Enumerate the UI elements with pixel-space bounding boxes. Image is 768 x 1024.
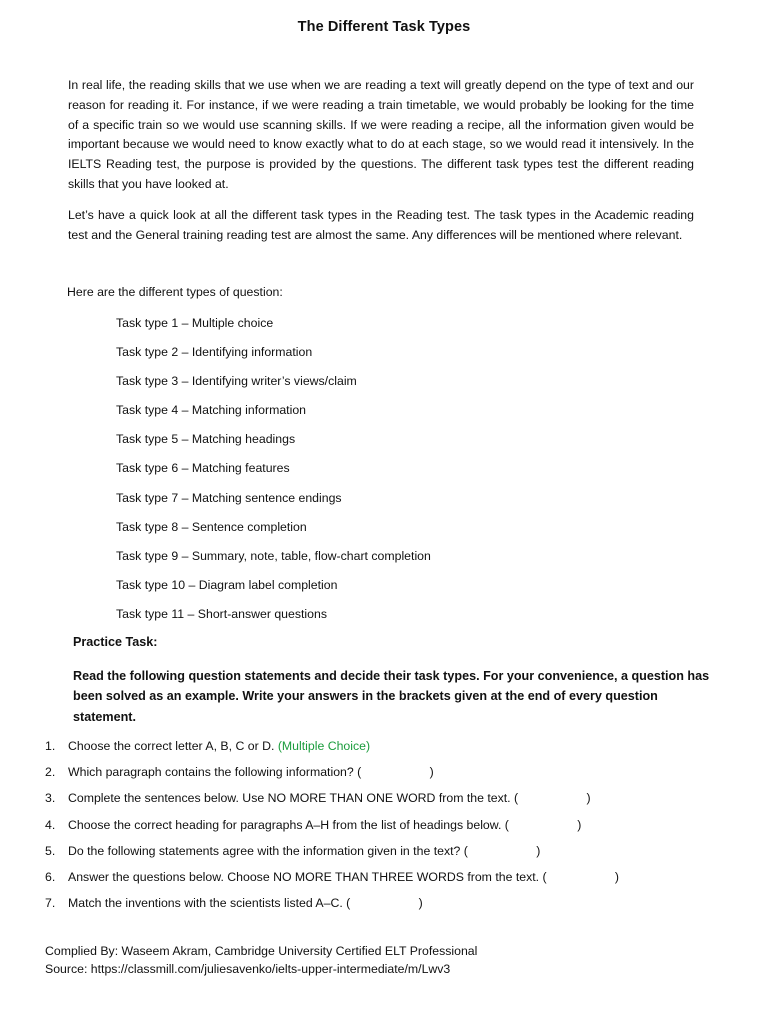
question-text: Do the following statements agree with the information given in the text? ( ) — [68, 843, 541, 858]
question-number: 7. — [45, 896, 56, 911]
compiled-by-line: Complied By: Waseem Akram, Cambridge University Certified ELT Professional — [45, 944, 478, 958]
task-type-item: Task type 3 – Identifying writer’s views/claim — [116, 374, 357, 389]
question-text: Which paragraph contains the following information? ( ) — [68, 765, 434, 780]
task-type-item: Task type 2 – Identifying information — [116, 345, 313, 360]
question-number: 6. — [45, 869, 56, 884]
document-footer — [45, 942, 477, 978]
task-type-list — [116, 313, 431, 633]
task-type-item: Task type 1 – Multiple choice — [116, 316, 274, 330]
question-item — [0, 815, 768, 841]
question-number: 3. — [45, 791, 56, 806]
question-item — [0, 841, 768, 867]
practice-instruction: Read the following question statements and decide their task types. For your convenience, a question has been solved as an example. Write your answers in the brackets given at the end of every question statement. — [73, 669, 710, 724]
source-line: Source: https://classmill.com/juliesavenko/ielts-upper-intermediate/m/Lwv3 — [45, 962, 451, 976]
question-item — [0, 893, 768, 919]
question-item — [0, 736, 768, 762]
question-text: Match the inventions with the scientists listed A–C. ( ) — [68, 896, 423, 911]
question-number: 4. — [45, 817, 56, 832]
task-type-item: Task type 10 – Diagram label completion — [116, 577, 338, 592]
question-item — [0, 867, 768, 893]
question-text — [68, 736, 370, 756]
intro-paragraph: In real life, the reading skills that we use when we are reading a text will greatly depend on the type of text and our reason for reading it. For instance, if we were reading a train timetable, we would probably be looking for the time of a specific train so we would use scanning skills. If we were reading a recipe, all the information given would be important because we would need to know exactly what to do at each stage, so we would read it intensively. In the IELTS Reading test, the purpose is provided by the questions. The different task types test the different reading skills that you have looked at. — [68, 78, 694, 191]
question-number: 1. — [45, 739, 56, 753]
task-type-item: Task type 8 – Sentence completion — [116, 519, 307, 534]
task-types-intro: Here are the different types of question: — [67, 285, 283, 299]
task-type-item: Task type 11 – Short-answer questions — [116, 606, 327, 621]
intro-paragraph: Let’s have a quick look at all the different task types in the Reading test. The task types in the Academic reading test and the General training reading test are almost the same. Any differences will be mentioned where relevant. — [68, 208, 694, 242]
question-text: Choose the correct heading for paragraphs A–H from the list of headings below. ( ) — [68, 817, 582, 832]
task-type-item: Task type 4 – Matching information — [116, 403, 307, 418]
question-number: 5. — [45, 843, 56, 858]
question-list — [0, 736, 768, 919]
task-type-item: Task type 6 – Matching features — [116, 461, 290, 476]
page-title: The Different Task Types — [297, 19, 471, 35]
question-text: Complete the sentences below. Use NO MORE THAN ONE WORD from the text. ( ) — [68, 791, 591, 806]
task-type-item: Task type 9 – Summary, note, table, flow-chart completion — [116, 548, 431, 563]
question-number: 2. — [45, 765, 56, 780]
question-item — [0, 788, 768, 814]
question-text: Answer the questions below. Choose NO MORE THAN THREE WORDS from the text. ( ) — [68, 869, 620, 884]
practice-task-heading: Practice Task: — [73, 635, 158, 649]
question-item — [0, 762, 768, 788]
task-type-item: Task type 7 – Matching sentence endings — [116, 490, 342, 505]
question-statement: Choose the correct letter A, B, C or D. — [68, 739, 278, 753]
example-answer: (Multiple Choice) — [277, 739, 371, 753]
task-type-item: Task type 5 – Matching headings — [116, 432, 296, 447]
